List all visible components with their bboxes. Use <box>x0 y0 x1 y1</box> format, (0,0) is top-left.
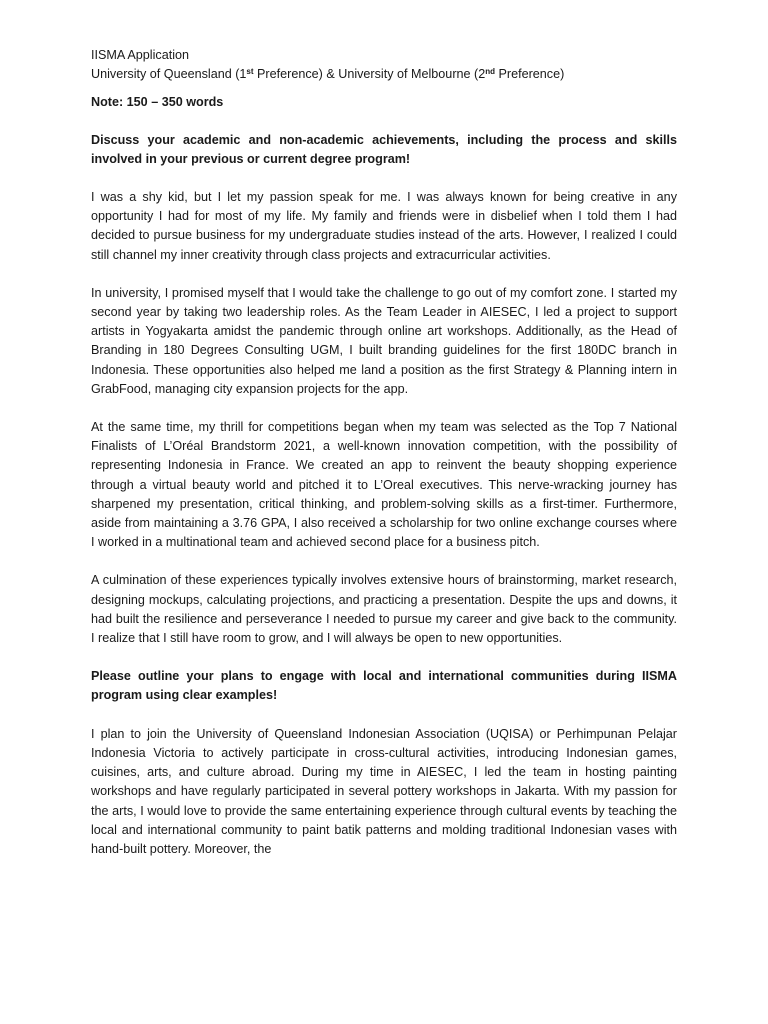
answer-1-paragraph-4: A culmination of these experiences typically involves extensive hours of brainstorming, market research, designing mockups, calculating projections, and practicing a presentation. Despite the ups and downs, it had built the resilience and perseverance I needed to pursue my career and give back to the community. I realize that I still have room to grow, and I will always be open to new opportunities. <box>91 573 677 646</box>
university-preferences <box>91 65 677 84</box>
first-superscript: st <box>246 67 254 77</box>
document-title: IISMA Application <box>91 48 190 62</box>
answer-1-paragraph-1: I was a shy kid, but I let my passion speak for me. I was always known for being creative in any opportunity I had for most of my life. My family and friends were in disbelief when I told them I had decided to pursue business for my undergraduate studies instead of the arts. However, I realized I could still channel my inner creativity through class projects and extracurricular activities. <box>91 190 677 262</box>
question-2: Please outline your plans to engage with local and international communities during IISMA program using clear examples! <box>91 669 677 703</box>
document-page <box>91 46 677 859</box>
question-1: Discuss your academic and non-academic achievements, including the process and skills involved in your previous or current degree program! <box>91 132 677 166</box>
preference-end-text: Preference) <box>495 67 565 82</box>
second-university-text: Preference) & University of Melbourne (2 <box>253 67 486 82</box>
answer-2-paragraph-1: I plan to join the University of Queensland Indonesian Association (UQISA) or Perhimpunan Pelajar Indonesia Victoria to actively participate in cross-cultural activities, introducing Indonesian games, cuisines, arts, and culture abroad. During my time in AIESEC, I led the team in hosting painting workshops and have regularly participated in several pottery workshops in Jakarta. With my passion for the arts, I would love to provide the same entertaining experience through cultural events by teaching the local and international community to paint batik patterns and molding traditional Indonesian vases with hand-built pottery. Moreover, the <box>91 726 677 856</box>
second-superscript: nd <box>485 67 495 77</box>
first-university-text: University of Queensland (1 <box>91 67 247 82</box>
answer-1-paragraph-2: In university, I promised myself that I would take the challenge to go out of my comfort zone. I started my second year by taking two leadership roles. As the Team Leader in AIESEC, I led a project to support artists in Yogyakarta amidst the pandemic through online art workshops. Additionally, as the Head of Branding in 180 Degrees Consulting UGM, I built branding guidelines for the first 180DC branch in Indonesia. These opportunities also helped me land a position as the first Strategy & Planning intern in GrabFood, managing city expansion projects for the app. <box>91 285 677 396</box>
word-limit-note: Note: 150 – 350 words <box>91 95 224 110</box>
answer-1-paragraph-3: At the same time, my thrill for competitions began when my team was selected as the Top 7 National Finalists of L’Oréal Brandstorm 2021, a well-known innovation competition, with the possibility of representing Indonesia in France. We created an app to reinvent the beauty shopping experience through a virtual beauty world and pitched it to L’Oreal executives. This nerve-wracking journey has sharpened my presentation, critical thinking, and problem-solving skills as a first-timer. Furthermore, aside from maintaining a 3.76 GPA, I also received a scholarship for two online exchange courses where I worked in a multinational team and achieved second place for a business pitch. <box>91 420 677 550</box>
